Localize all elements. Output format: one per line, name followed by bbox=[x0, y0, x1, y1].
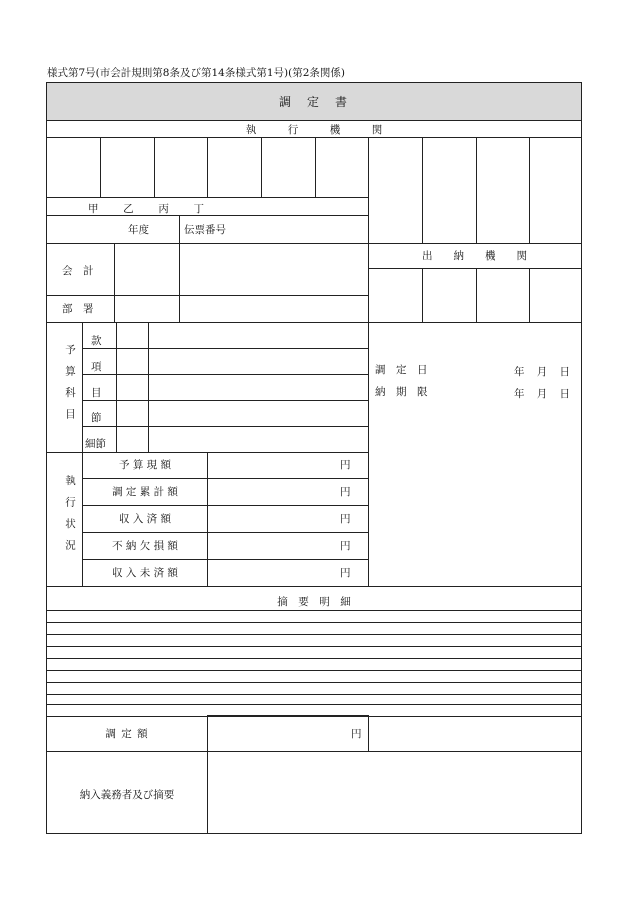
page-title: 調 定 書 bbox=[278, 95, 349, 109]
yen-unit: 円 bbox=[340, 486, 351, 498]
summary-details-label: 摘 要 明 細 bbox=[277, 596, 351, 608]
budget-subject-label: 予算科目 bbox=[64, 344, 76, 430]
budget-item-setsu: 節 bbox=[91, 412, 102, 424]
slip-number-label: 伝票番号 bbox=[184, 224, 226, 236]
status-row-label: 収 入 済 額 bbox=[118, 513, 171, 525]
class-tei: 丁 bbox=[193, 203, 204, 215]
yen-unit: 円 bbox=[340, 567, 351, 579]
status-row-label: 収 入 未 済 額 bbox=[112, 567, 178, 579]
budget-item-kan: 款 bbox=[91, 335, 102, 347]
month-label: 月 bbox=[536, 388, 548, 400]
budget-item-moku: 目 bbox=[91, 387, 102, 399]
yen-unit: 円 bbox=[340, 513, 351, 525]
month-label: 月 bbox=[536, 366, 548, 378]
department-label: 部 署 bbox=[62, 303, 94, 315]
budget-item-kou: 項 bbox=[91, 361, 102, 373]
accounting-label: 会 計 bbox=[62, 265, 94, 277]
assessment-date-ymd bbox=[514, 364, 570, 379]
day-label: 日 bbox=[559, 388, 570, 400]
execution-agency-label: 執 行 機 関 bbox=[245, 124, 383, 136]
status-row-label: 調 定 累 計 額 bbox=[112, 486, 178, 498]
budget-item-saisetsu: 細節 bbox=[85, 438, 106, 450]
class-hei: 丙 bbox=[158, 203, 169, 215]
status-row-label: 不 納 欠 損 額 bbox=[112, 540, 178, 552]
obligor-label: 納入義務者及び摘要 bbox=[79, 789, 175, 801]
yen-unit: 円 bbox=[351, 728, 362, 740]
status-row-label: 予 算 現 額 bbox=[118, 459, 171, 471]
yen-unit: 円 bbox=[340, 459, 351, 471]
yen-unit: 円 bbox=[340, 540, 351, 552]
assessment-date-label: 調 定 日 bbox=[375, 364, 428, 376]
due-date-label: 納 期 限 bbox=[375, 386, 428, 398]
due-date-ymd bbox=[514, 386, 570, 401]
fiscal-year-label: 年度 bbox=[128, 224, 149, 236]
form-number-note: 様式第7号(市会計規則第8条及び第14条様式第1号)(第2条関係) bbox=[47, 67, 345, 79]
assessed-amount-box bbox=[207, 715, 369, 752]
class-otsu: 乙 bbox=[123, 203, 134, 215]
class-row bbox=[88, 201, 204, 216]
assessed-amount-label: 調 定 額 bbox=[105, 728, 149, 740]
year-label: 年 bbox=[514, 366, 525, 378]
day-label: 日 bbox=[559, 366, 570, 378]
disbursement-agency-label: 出 納 機 関 bbox=[422, 250, 527, 262]
year-label: 年 bbox=[514, 388, 525, 400]
class-kou: 甲 bbox=[88, 203, 99, 215]
execution-status-label: 執行状況 bbox=[64, 475, 76, 561]
